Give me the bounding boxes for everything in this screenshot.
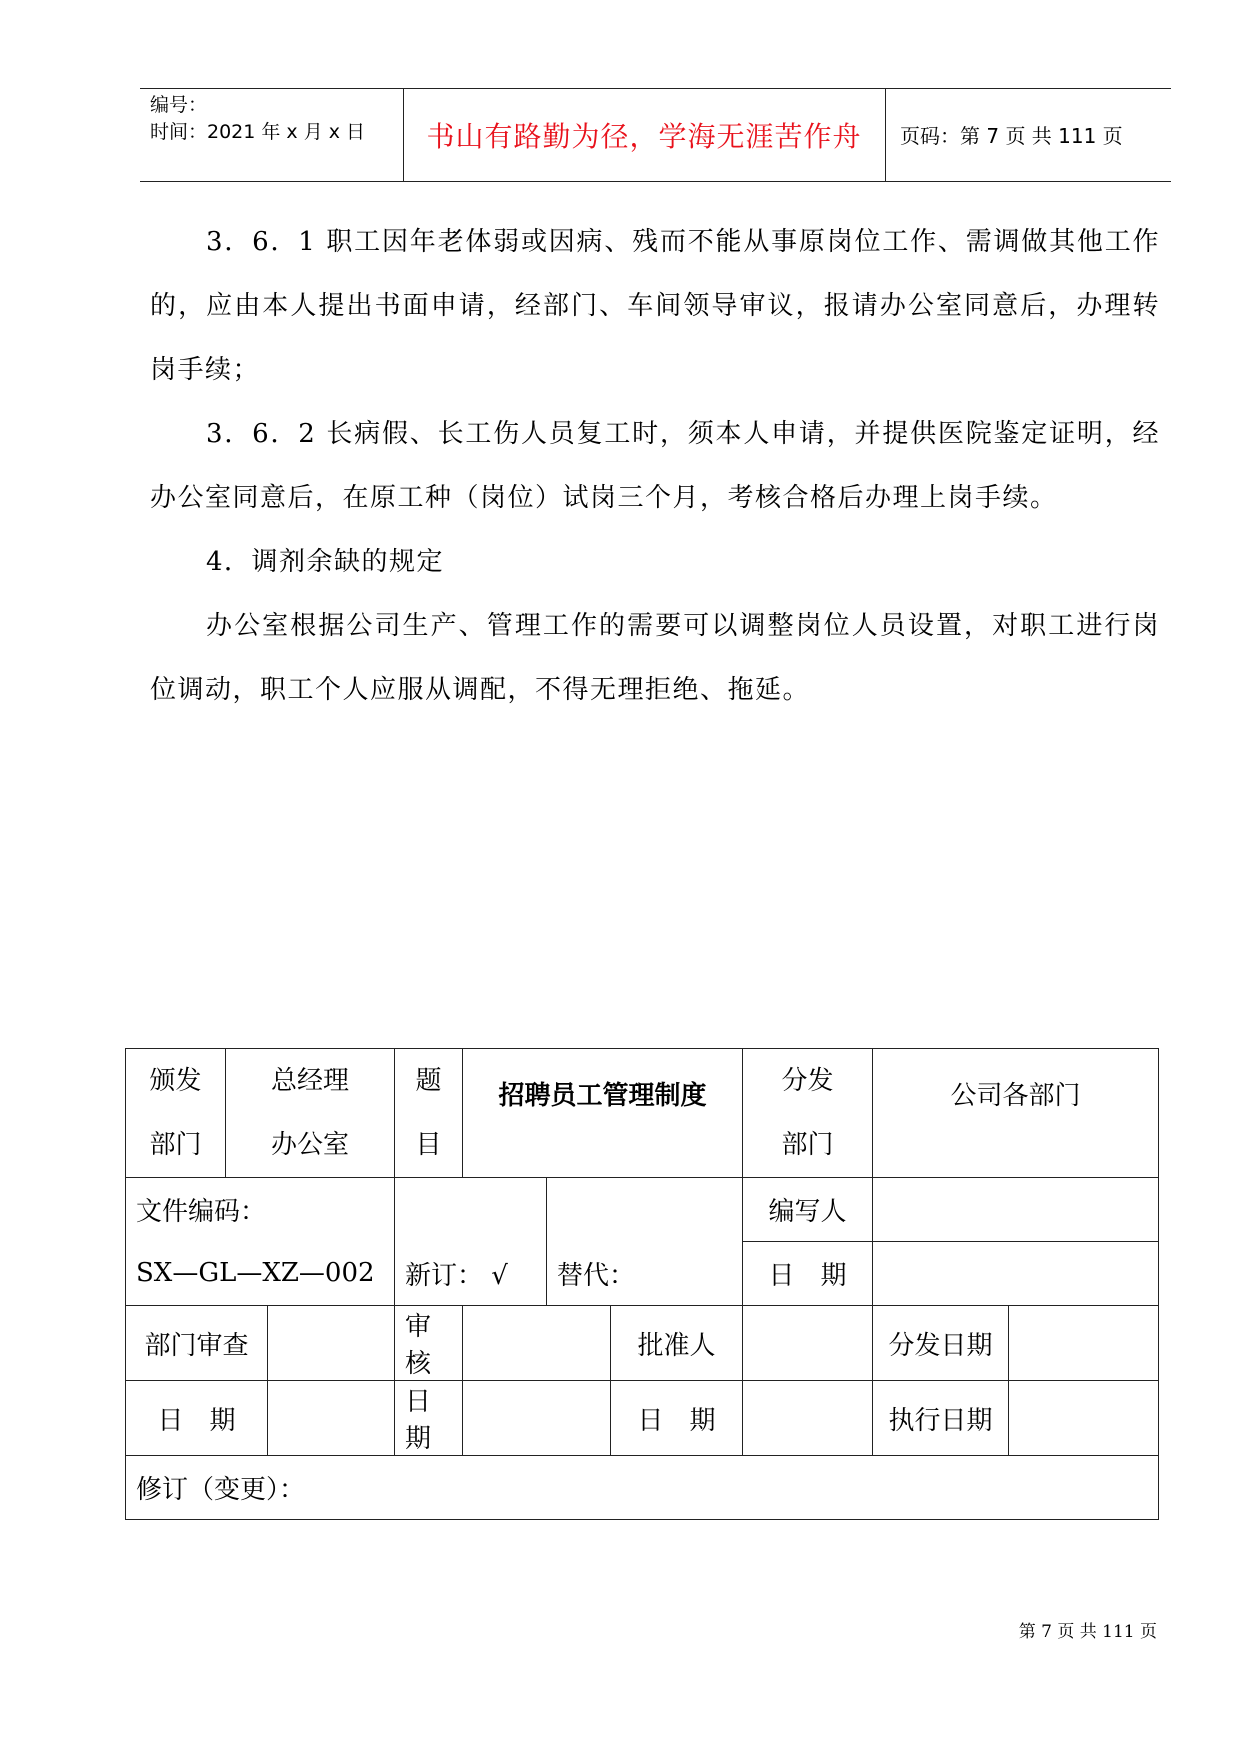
date-value-cell-3 [463,1381,611,1456]
file-code-value-cell: SX—GL—XZ—002 [126,1242,395,1306]
header-page-info: 页码：第 7 页 共 111 页 [900,124,1123,148]
header-meta [150,92,365,146]
distribute-label-line1: 分发 [781,1066,834,1096]
exec-date-label-cell: 执行日期 [873,1381,1009,1456]
header-bottom-rule [140,181,1171,182]
header-motto: 书山有路勤为径，学海无涯苦作舟 [426,119,862,153]
topic-label-cell [395,1049,463,1178]
form-row-approvals [126,1306,1159,1381]
replace-blank-top-cell [547,1178,743,1242]
file-code-label-cell: 文件编码： [126,1178,395,1242]
form-row-revision [126,1456,1159,1520]
new-blank-top-cell [395,1178,547,1242]
document-time-label: 时间：2021 年 x 月 x 日 [150,121,366,143]
dept-review-label-cell: 部门审查 [126,1306,268,1381]
new-revision-cell [395,1242,547,1306]
section-heading-4: 4．调剂余缺的规定 [206,547,445,577]
date-value-cell-2 [268,1381,395,1456]
distribute-dept-label-cell [743,1049,873,1178]
document-number-label: 编号： [150,94,208,116]
form-row-header [126,1049,1159,1178]
topic-label-line2: 目 [415,1130,442,1160]
replace-cell: 替代： [547,1242,743,1306]
issue-dept-label-line2: 部门 [149,1130,202,1160]
topic-value-cell: 招聘员工管理制度 [463,1049,743,1178]
paragraph-4-body: 办公室根据公司生产、管理工作的需要可以调整岗位人员设置，对职工进行岗位调动，职工个人应服从调配，不得无理拒绝、拖延。 [150,611,1160,705]
approver-label-cell: 批准人 [611,1306,743,1381]
writer-value-cell [873,1178,1159,1242]
new-label: 新订： [405,1260,484,1291]
document-body [150,210,1160,722]
header-divider-right [885,88,886,181]
paragraph-3-6-2: 3．6．2 长病假、长工伤人员复工时，须本人申请，并提供医院鉴定证明，经办公室同意后，在原工种（岗位）试岗三个月，考核合格后办理上岗手续。 [150,419,1160,513]
exec-date-value-cell [1009,1381,1159,1456]
issue-dept-label-cell [126,1049,226,1178]
distribute-dept-value-cell: 公司各部门 [873,1049,1159,1178]
distribute-label-line2: 部门 [781,1130,834,1160]
topic-label-line1: 题 [415,1066,442,1096]
revision-cell: 修订（变更）： [126,1456,1159,1520]
distribute-date-label-cell: 分发日期 [873,1306,1009,1381]
date-label-cell-2: 日 期 [126,1381,268,1456]
writer-label-cell: 编写人 [743,1178,873,1242]
date-label-cell-4: 日 期 [611,1381,743,1456]
new-check-mark: √ [491,1260,508,1291]
dept-review-value-cell [268,1306,395,1381]
date-value-cell-1 [873,1242,1159,1306]
review-value-cell [463,1306,611,1381]
form-row-file-code-2 [126,1242,1159,1306]
paragraph-3-6-1: 3．6．1 职工因年老体弱或因病、残而不能从事原岗位工作、需调做其他工作的，应由本人提出书面申请，经部门、车间领导审议，报请办公室同意后，办理转岗手续； [150,227,1160,385]
date-label-cell-1: 日 期 [743,1242,873,1306]
document-control-form [125,1048,1159,1520]
issue-dept-value-line2: 办公室 [271,1130,350,1160]
issue-dept-label-line1: 颁发 [149,1066,202,1096]
date-value-cell-4 [743,1381,873,1456]
issue-dept-value-line1: 总经理 [271,1066,350,1096]
form-row-file-code-1 [126,1178,1159,1242]
approver-value-cell [743,1306,873,1381]
review-label-cell: 审核 [395,1306,463,1381]
footer-page-number: 第 7 页 共 111 页 [1018,1622,1157,1642]
distribute-date-value-cell [1009,1306,1159,1381]
date-label-cell-3: 日期 [395,1381,463,1456]
issue-dept-value-cell [226,1049,395,1178]
form-row-dates [126,1381,1159,1456]
